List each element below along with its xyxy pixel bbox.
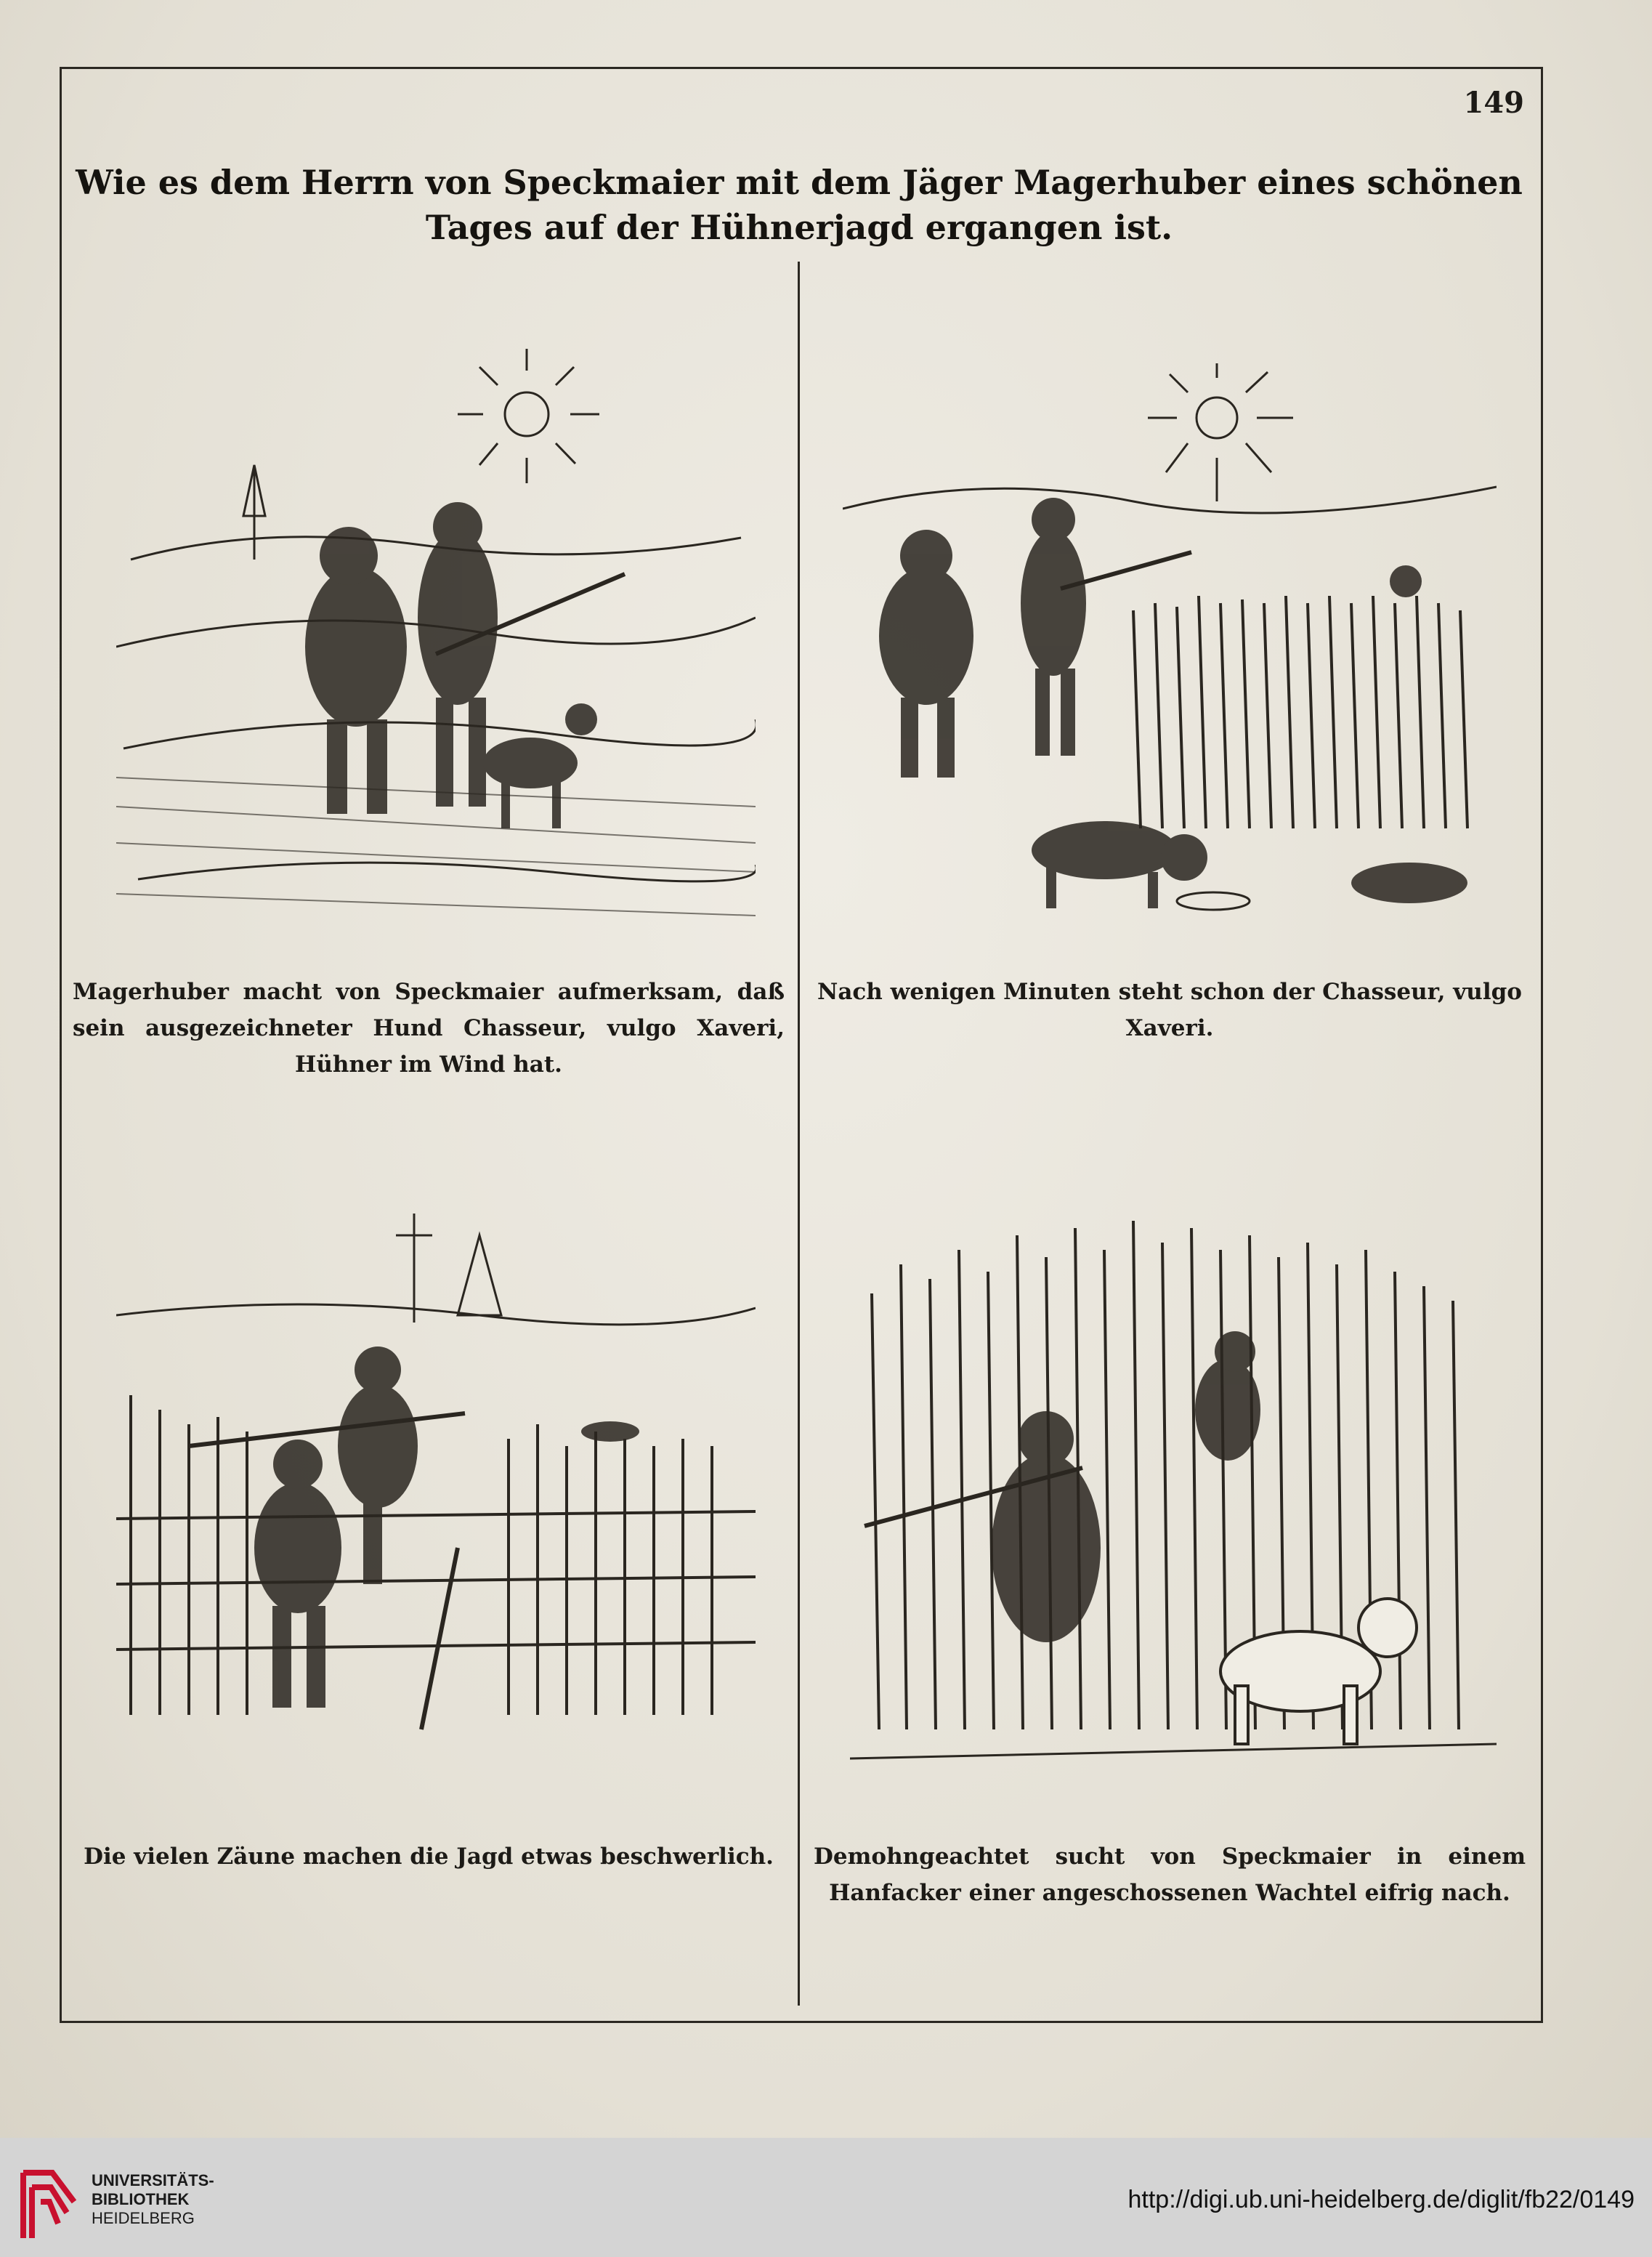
library-name-line-3: HEIDELBERG bbox=[92, 2209, 195, 2227]
panel-1-caption: Magerhuber macht von Speckmaier aufmerksam, daß sein ausgezeichneter Hund Chasseur, vulgo Xaveri, Hühner im Wind hat. bbox=[73, 979, 785, 1078]
column-divider bbox=[798, 262, 800, 2006]
illustration-hunters-with-dog bbox=[116, 342, 756, 937]
illustration-climbing-fence bbox=[116, 1206, 756, 1788]
library-name-line-1: UNIVERSITÄTS- bbox=[92, 2171, 214, 2189]
panel-4-caption: Demohngeachtet sucht von Speckmaier in einem Hanfacker einer angeschossenen Wachtel eifrig nach. bbox=[814, 1844, 1526, 1906]
panel-3-caption: Die vielen Zäune machen die Jagd etwas beschwerlich. bbox=[84, 1844, 774, 1870]
illustration-hemp-field-search bbox=[850, 1206, 1497, 1802]
library-name bbox=[92, 2171, 214, 2228]
source-url-link[interactable]: http://digi.ub.uni-heidelberg.de/diglit/fb22/0149 bbox=[1127, 2186, 1635, 2213]
viewer-footer-bar bbox=[0, 2138, 1652, 2257]
page-title: Wie es dem Herrn von Speckmaier mit dem Jäger Magerhuber eines schönen Tages auf der Hühnerjagd ergangen ist. bbox=[76, 163, 1523, 247]
library-name-line-2: BIBLIOTHEK bbox=[92, 2190, 190, 2208]
panel-2-caption: Nach wenigen Minuten steht schon der Chasseur, vulgo Xaveri. bbox=[817, 979, 1522, 1041]
university-library-logo-icon bbox=[16, 2158, 81, 2245]
illustration-dog-pointing bbox=[843, 363, 1497, 945]
page-number: 149 bbox=[1463, 86, 1524, 120]
